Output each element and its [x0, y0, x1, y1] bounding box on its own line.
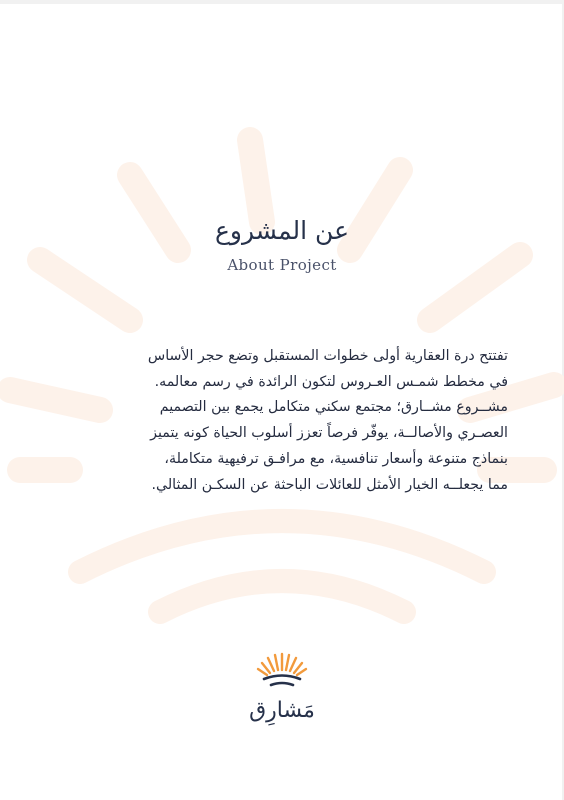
title-english: About Project	[227, 256, 337, 274]
sunrise-icon	[242, 648, 322, 698]
description-line: مشــروع مشــارق؛ مجتمع سكني متكامل يجمع بين التصميم	[159, 399, 508, 416]
description-line: مما يجعلــه الخيار الأمثل للعائلات الباحثة عن السكـن المثالي.	[151, 476, 508, 493]
description-line: في مخطط شمـس العـروس لتكون الرائدة في رسم معالمه.	[154, 373, 508, 390]
project-description	[64, 344, 508, 498]
masharig-logo	[242, 648, 322, 738]
description-line: العصـري والأصالــة، يوفّر فرصاً تعزز أسلوب الحياة كونه يتميز	[150, 425, 508, 442]
description-line: تفتتح درة العقارية أولى خطوات المستقبل وتضع حجر الأساس	[147, 348, 508, 364]
logo-wordmark: مَشارِق	[249, 698, 315, 723]
title-arabic: عن المشروع	[215, 216, 349, 245]
description-line: بنماذج متنوعة وأسعار تنافسية، مع مرافـق ترفيهية متكاملة،	[164, 450, 508, 467]
